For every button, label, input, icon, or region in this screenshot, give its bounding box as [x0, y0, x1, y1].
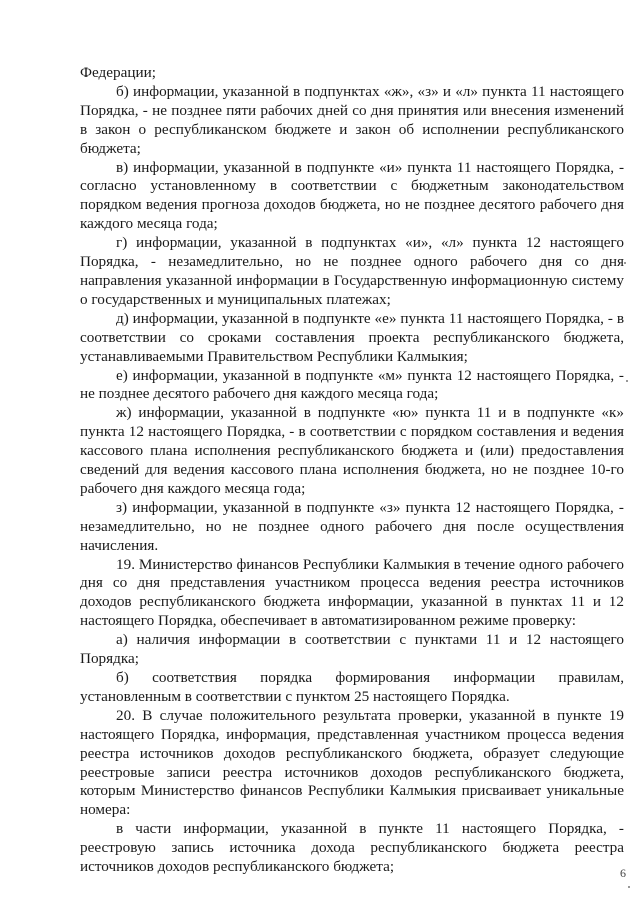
paragraph-item-b: б) информации, указанной в подпунктах «ж», «з» и «л» пункта 11 настоящего Порядка, - не позднее пяти рабочих дней со дня принятия или внесения изменений в закон о республиканском бюджете и закон об исполнении республиканского бюджета; — [80, 82, 624, 157]
scan-speck — [628, 886, 630, 888]
scan-speck — [624, 262, 626, 264]
paragraph-federation-tail: Федерации; — [80, 64, 156, 81]
page-number: 6 — [620, 866, 626, 880]
paragraph-clause-19: 19. Министерство финансов Республики Калмыкия в течение одного рабочего дня со дня представления участником процесса ведения реестра источников доходов республиканского бюджета информации, указанной в пунктах 11 и 12 настоящего Порядка, обеспечивает в автоматизированном режиме проверку: — [80, 555, 624, 630]
paragraph-item-e: е) информации, указанной в подпункте «м» пункта 12 настоящего Порядка, - не позднее десятого рабочего дня каждого месяца года; — [80, 366, 624, 403]
paragraph-item-g: г) информации, указанной в подпунктах «и», «л» пункта 12 настоящего Порядка, - незамедлительно, но не позднее одного рабочего дня со дня направления указанной информации в Государственную информационную систему о государственных и муниципальных платежах; — [80, 234, 624, 308]
paragraph-item-d: д) информации, указанной в подпункте «е» пункта 11 настоящего Порядка, - в соответствии со сроками составления проекта республиканского бюджета, устанавливаемыми Правительством Республики Калмыкия; — [80, 309, 624, 365]
paragraph-clause-20: 20. В случае положительного результата проверки, указанной в пункте 19 настоящего Порядка, информация, представленная участником процесса ведения реестра источников доходов республиканского бюджета, образует следующие реестровые записи реестра источников доходов республиканского бюджета, которым Министерство финансов Республики Калмыкия присваивает уникальные номера: — [80, 706, 624, 819]
paragraph-item-v: в) информации, указанной в подпункте «и» пункта 11 настоящего Порядка, - согласно установленному в соответствии с бюджетным законодательством порядком ведения прогноза доходов бюджета, но не позднее десятого рабочего дня каждого месяца года; — [80, 158, 624, 233]
paragraph-clause-19-b: б) соответствия порядка формирования информации правилам, установленным в соответствии с пунктом 25 настоящего Порядка. — [80, 669, 624, 705]
paragraph-item-zh: ж) информации, указанной в подпункте «ю» пункта 11 и в подпункте «к» пункта 12 настоящего Порядка, - в соответствии с порядком составления и ведения кассового плана исполнения республиканского бюджета и (или) предоставления сведений для ведения кассового плана исполнения бюджета, но не позднее 10-го рабочего дня каждого месяца года; — [80, 404, 624, 497]
paragraph-item-z: з) информации, указанной в подпункте «з» пункта 12 настоящего Порядка, - незамедлительно, но не позднее одного рабочего дня после осуществления начисления. — [80, 498, 624, 554]
scan-speck — [626, 380, 628, 382]
paragraph-clause-20-part-11: в части информации, указанной в пункте 11 настоящего Порядка, - реестровую запись источника дохода республиканского бюджета реестра источников доходов республиканского бюджета; — [80, 820, 624, 876]
document-body — [80, 64, 624, 877]
paragraph-clause-19-a: а) наличия информации в соответствии с пунктами 11 и 12 настоящего Порядка; — [80, 631, 624, 668]
